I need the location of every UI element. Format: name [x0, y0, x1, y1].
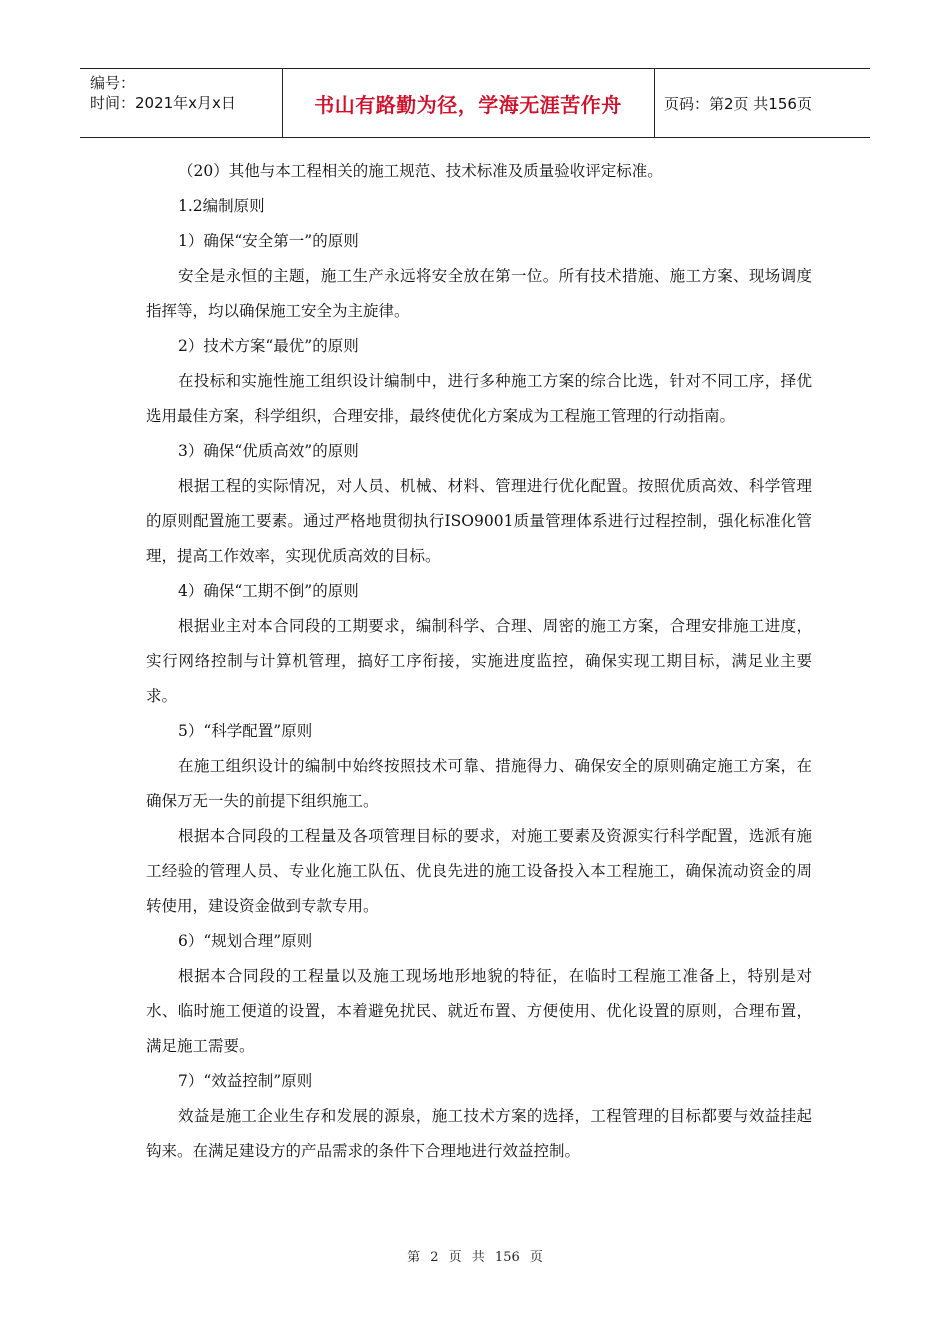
page-header: [80, 68, 870, 138]
principle-heading: 2）技术方案“最优”的原则: [178, 337, 359, 355]
header-divider-right: [654, 69, 655, 137]
principle-heading: 6）“规划合理”原则: [178, 932, 313, 950]
paragraph: 在投标和实施性施工组织设计编制中，进行多种施工方案的综合比选，针对不同工序，择优选用最佳方案，科学组织，合理安排，最终使优化方案成为工程施工管理的行动指南。: [146, 372, 812, 425]
document-body: [146, 154, 812, 1169]
paragraph: 在施工组织设计的编制中始终按照技术可靠、措施得力、确保安全的原则确定施工方案，在确保万无一失的前提下组织施工。: [146, 757, 812, 810]
paragraph: 根据业主对本合同段的工期要求，编制科学、合理、周密的施工方案，合理安排施工进度，实行网络控制与计算机管理，搞好工序衔接，实施进度监控，确保实现工期目标，满足业主要求。: [146, 617, 812, 705]
paragraph: 根据工程的实际情况，对人员、机械、材料、管理进行优化配置。按照优质高效、科学管理的原则配置施工要素。通过严格地贯彻执行ISO9001质量管理体系进行过程控制，强化标准化管理，提高工作效率，实现优质高效的目标。: [146, 477, 812, 565]
section-heading: 1.2编制原则: [178, 197, 265, 215]
paragraph: （20）其他与本工程相关的施工规范、技术标准及质量验收评定标准。: [178, 162, 663, 180]
header-motto: 书山有路勤为径，学海无涯苦作舟: [314, 92, 622, 117]
document-time: 时间：2021年x月x日: [90, 94, 236, 112]
page-footer: 第 2 页 共 156 页: [407, 1250, 543, 1265]
principle-heading: 7）“效益控制”原则: [178, 1072, 313, 1090]
paragraph: 根据本合同段的工程量及各项管理目标的要求，对施工要素及资源实行科学配置，选派有施工经验的管理人员、专业化施工队伍、优良先进的施工设备投入本工程施工，确保流动资金的周转使用，建设资金做到专款专用。: [146, 827, 812, 915]
principle-heading: 4）确保“工期不倒”的原则: [178, 582, 359, 600]
principle-heading: 5）“科学配置”原则: [178, 722, 313, 740]
paragraph: 安全是永恒的主题，施工生产永远将安全放在第一位。所有技术措施、施工方案、现场调度指挥等，均以确保施工安全为主旋律。: [146, 267, 812, 320]
paragraph: 根据本合同段的工程量以及施工现场地形地貌的特征，在临时工程施工准备上，特别是对水、临时施工便道的设置，本着避免扰民、就近布置、方便使用、优化设置的原则，合理布置，满足施工需要。: [146, 967, 812, 1055]
paragraph: 效益是施工企业生存和发展的源泉，施工技术方案的选择，工程管理的目标都要与效益挂起钩来。在满足建设方的产品需求的条件下合理地进行效益控制。: [146, 1107, 812, 1160]
principle-heading: 1）确保“安全第一”的原则: [178, 232, 359, 250]
principle-heading: 3）确保“优质高效”的原则: [178, 442, 359, 460]
document-code-label: 编号：: [90, 74, 136, 92]
header-meta: [90, 73, 236, 113]
header-page-info: 页码：第2页 共156页: [664, 94, 812, 113]
